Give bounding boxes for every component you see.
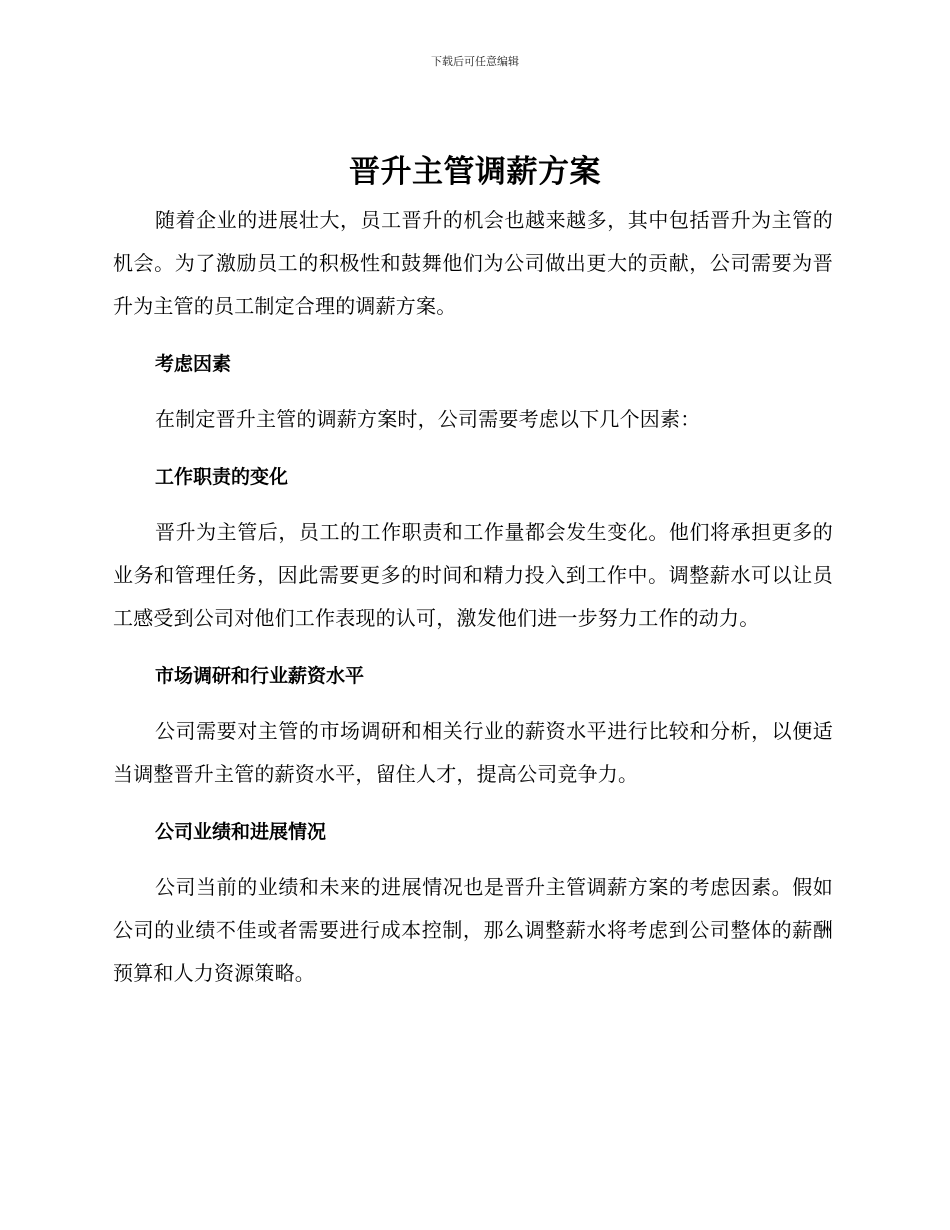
section-paragraph-duties: 晋升为主管后，员工的工作职责和工作量都会发生变化。他们将承担更多的业务和管理任务，因此需要更多的时间和精力投入到工作中。调整薪水可以让员工感受到公司对他们工作表现的认可，激发他们进一步努力工作的动力。 bbox=[113, 520, 833, 630]
header-note: 下载后可任意编辑 bbox=[431, 55, 519, 68]
section-heading-market: 市场调研和行业薪资水平 bbox=[155, 665, 365, 687]
document-body bbox=[113, 199, 833, 1011]
section-paragraph-performance: 公司当前的业绩和未来的进展情况也是晋升主管调薪方案的考虑因素。假如公司的业绩不佳或者需要进行成本控制，那么调整薪水将考虑到公司整体的薪酬预算和人力资源策略。 bbox=[113, 875, 833, 985]
section-heading-duties: 工作职责的变化 bbox=[155, 466, 289, 488]
section-paragraph-factors: 在制定晋升主管的调薪方案时，公司需要考虑以下几个因素： bbox=[155, 407, 701, 431]
section-heading-factors: 考虑因素 bbox=[155, 353, 232, 375]
section-paragraph-market: 公司需要对主管的市场调研和相关行业的薪资水平进行比较和分析，以便适当调整晋升主管的薪资水平，留住人才，提高公司竞争力。 bbox=[113, 719, 833, 786]
section-heading-performance: 公司业绩和进展情况 bbox=[155, 821, 327, 843]
document-title: 晋升主管调薪方案 bbox=[349, 154, 601, 190]
intro-paragraph: 随着企业的进展壮大，员工晋升的机会也越来越多，其中包括晋升为主管的机会。为了激励员工的积极性和鼓舞他们为公司做出更大的贡献，公司需要为晋升为主管的员工制定合理的调薪方案。 bbox=[113, 208, 833, 318]
